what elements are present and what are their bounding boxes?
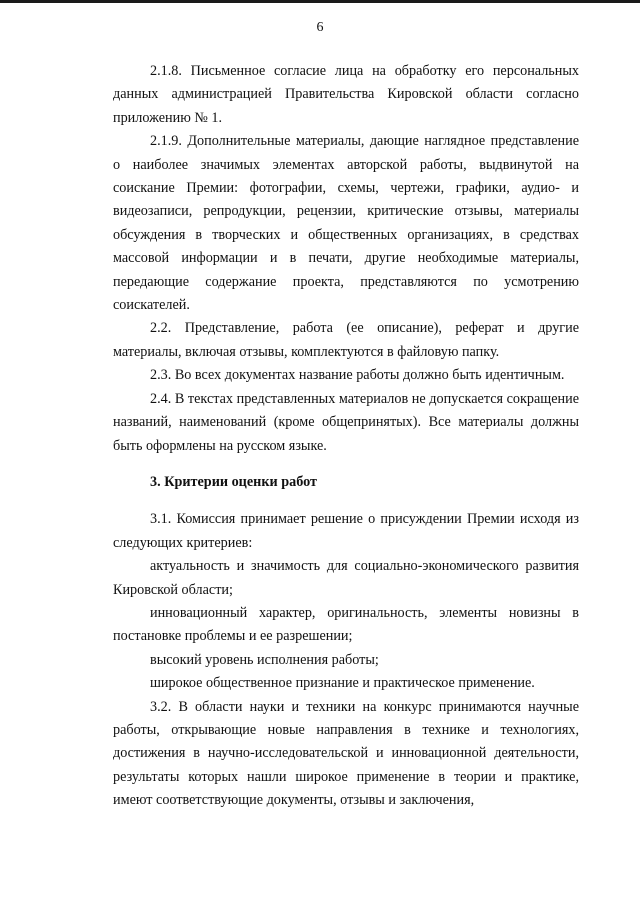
- paragraph-3-1: 3.1. Комиссия принимает решение о присуждении Премии исходя из следующих критериев:: [113, 511, 579, 551]
- paragraph-2-4: 2.4. В текстах представленных материалов не допускается сокращение названий, наименований (кроме общепринятых). Все материалы должны быть оформлены на русском языке.: [113, 390, 579, 454]
- paragraph-3-2: 3.2. В области науки и техники на конкурс принимаются научные работы, открывающие новые направления в технике и технологиях, достижения в научно-исследовательской и инновационной деятельности, результаты которых нашли широкое применение в теории и практике, имеют соответствующие документы, отзывы и заключения,: [113, 698, 579, 809]
- paragraph-2-2: 2.2. Представление, работа (ее описание), реферат и другие материалы, включая отзывы, комплектуются в файловую папку.: [113, 320, 579, 360]
- paragraph-2-1-9: 2.1.9. Дополнительные материалы, дающие наглядное представление о наиболее значимых элементах авторской работы, выдвинутой на соискание Премии: фотографии, схемы, чертежи, графики, аудио- и видеозаписи, репродукции, рецензии, критические отзывы, материалы обсуждения в творческих и общественных организациях, в средствах массовой информации и в печати, другие необходимые материалы, передающие содержание проекта, представляются по усмотрению соискателей.: [113, 133, 579, 314]
- paragraph-2-3: 2.3. Во всех документах название работы должно быть идентичным.: [150, 367, 565, 384]
- criteria-item: широкое общественное признание и практическое применение.: [150, 675, 535, 692]
- page-number: 6: [316, 20, 324, 35]
- section-heading: 3. Критерии оценки работ: [150, 473, 317, 490]
- criteria-item: высокий уровень исполнения работы;: [150, 651, 379, 668]
- criteria-item: актуальность и значимость для социально-экономического развития Кировской области;: [113, 558, 579, 598]
- criteria-item: инновационный характер, оригинальность, элементы новизны в постановке проблемы и ее разрешении;: [113, 604, 579, 645]
- document-body: [113, 60, 579, 813]
- paragraph-2-1-8: 2.1.8. Письменное согласие лица на обработку его персональных данных администрацией Правительства Кировской области согласно приложению № 1.: [113, 63, 579, 126]
